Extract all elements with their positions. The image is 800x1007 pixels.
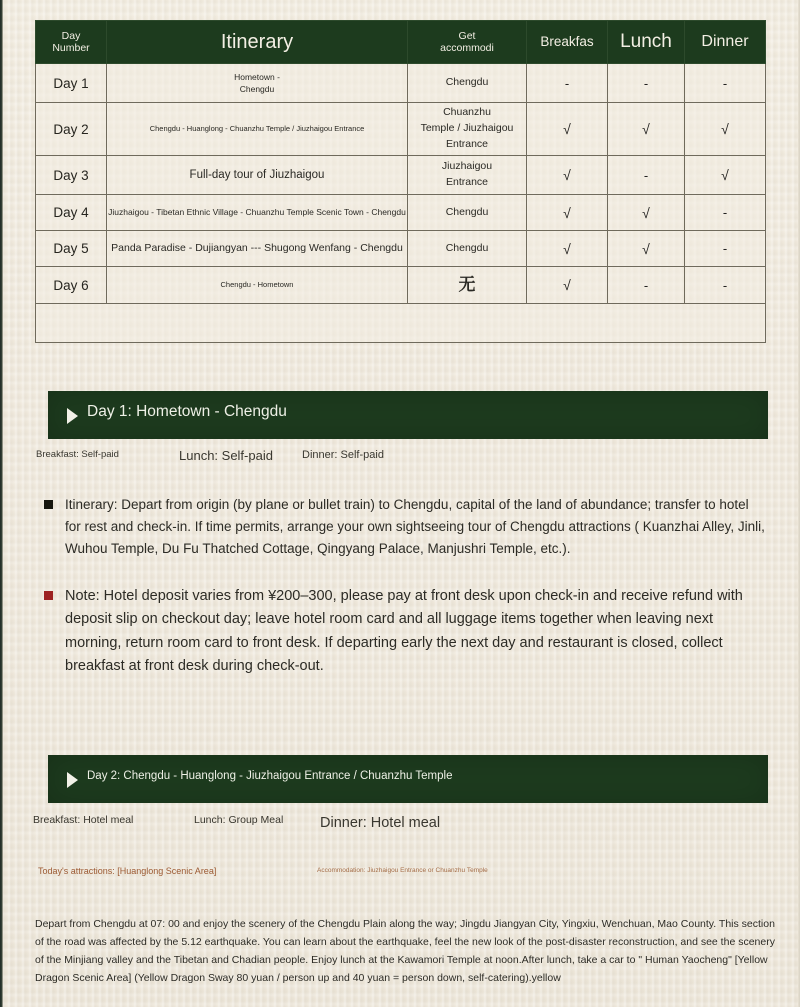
accommodation-line3: Entrance	[445, 137, 489, 150]
itinerary-line2: Chengdu	[239, 84, 275, 94]
cell-day: Day 6	[36, 267, 107, 304]
accommodation-line1: Chengdu	[445, 76, 489, 89]
table-row	[36, 103, 766, 156]
day1-itinerary-text: Itinerary: Depart from origin (by plane or bullet train) to Chengdu, capital of the land of abundance; transfer to hotel for rest and check-in. If time permits, arrange your own sightseeing tour of Chengdu attractions ( Kuanzhai Alley, Jinli, Wuhou Temple, Du Fu Thatched Cottage, Qingyang Palace, Manjushri Temple, etc.).	[65, 497, 765, 556]
cell-itinerary	[107, 64, 408, 103]
day2-attractions-label: Today's attractions: [Huanglong Scenic Area]	[38, 866, 217, 876]
table-header-row	[36, 21, 766, 64]
accommodation-label-line2: accommodi	[440, 42, 494, 54]
day2-lunch-label: Lunch: Group Meal	[194, 814, 284, 826]
itinerary-line1: Jiuzhaigou - Tibetan Ethnic Village - Chuanzhu Temple Scenic Town - Chengdu	[108, 207, 406, 218]
cell-accommodation	[408, 195, 527, 231]
cell-itinerary	[107, 267, 408, 304]
column-header-breakfast: Breakfas	[527, 21, 608, 64]
cell-dinner: -	[685, 267, 766, 304]
cell-lunch: √	[608, 195, 685, 231]
cell-dinner: √	[685, 103, 766, 156]
cell-itinerary	[107, 156, 408, 195]
column-header-itinerary: Itinerary	[107, 21, 408, 64]
day-number-label-line2: Number	[52, 42, 90, 54]
day1-breakfast-label: Breakfast: Self-paid	[36, 449, 119, 460]
cell-accommodation	[408, 267, 527, 304]
itinerary-line1: Chengdu - Hometown	[220, 279, 294, 289]
accommodation-line1: Chengdu	[445, 205, 489, 218]
triangle-right-icon	[67, 772, 78, 788]
day2-breakfast-label: Breakfast: Hotel meal	[33, 814, 134, 826]
itinerary-line1: Chengdu - Huanglong - Chuanzhu Temple / Jiuzhaigou Entrance	[149, 123, 365, 133]
cell-day: Day 2	[36, 103, 107, 156]
cell-itinerary	[107, 231, 408, 267]
accommodation-line1: Jiuzhaigou	[441, 160, 493, 173]
day2-accommodation-label: Accommodation: Jiuzhaigou Entrance or Chuanzhu Temple	[317, 867, 488, 874]
cell-lunch: √	[608, 231, 685, 267]
column-header-dinner: Dinner	[685, 21, 766, 64]
day-number-label-line1: Day	[61, 29, 81, 42]
table-row	[36, 267, 766, 304]
cell-itinerary	[107, 195, 408, 231]
cell-breakfast: √	[527, 103, 608, 156]
cell-day: Day 3	[36, 156, 107, 195]
cell-lunch: -	[608, 267, 685, 304]
day2-description-text: Depart from Chengdu at 07: 00 and enjoy the scenery of the Chengdu Plain along the way; Jingdu Jiangyan City, Yingxiu, Wenchuan, Mao County. This section of the road was affected by the 5.12 earthquake. You can learn about the earthquake, feel the new look of the post-disaster reconstruction, and see the scenery of the Minjiang valley and the Tibetan and Chadian people. Enjoy lunch at the Kawamori Temple at noon.After lunch, take a car to " Human Yaocheng" [Yellow Dragon Scenic Area] (Yellow Dragon Sway 80 yuan / person up and 40 yuan = person down, self-catering).yellow	[35, 918, 775, 985]
cell-breakfast: √	[527, 195, 608, 231]
column-header-accommodation	[408, 21, 527, 64]
cell-day: Day 4	[36, 195, 107, 231]
cell-dinner: -	[685, 64, 766, 103]
day2-section-header[interactable]	[48, 755, 768, 803]
itinerary-line1: Panda Paradise - Dujiangyan --- Shugong Wenfang - Chengdu	[111, 241, 403, 254]
square-bullet-red-icon	[44, 591, 53, 600]
column-header-day-number	[36, 21, 107, 64]
day1-note-text: Note: Hotel deposit varies from ¥200–300, please pay at front desk upon check-in and receive refund with deposit slip on checkout day; leave hotel room card and all luggage items together when leaving next morning, return room card to front desk. If departing early the next day and restaurant is closed, collect breakfast at front desk during check-out.	[65, 588, 743, 675]
cell-itinerary	[107, 103, 408, 156]
day1-section-header[interactable]	[48, 391, 768, 439]
itinerary-line1: Hometown -	[234, 71, 280, 82]
day1-dinner-label: Dinner: Self-paid	[302, 449, 384, 461]
day2-dinner-label: Dinner: Hotel meal	[320, 815, 441, 831]
day1-note-paragraph	[44, 585, 768, 679]
square-bullet-icon	[44, 500, 53, 509]
table-row	[36, 64, 766, 103]
cell-dinner: -	[685, 231, 766, 267]
cell-accommodation	[408, 231, 527, 267]
accommodation-line1: Chengdu	[445, 241, 489, 254]
accommodation-line1: 无	[458, 275, 476, 295]
accommodation-line2: Entrance	[445, 176, 489, 188]
day2-title: Day 2: Chengdu - Huanglong - Jiuzhaigou Entrance / Chuanzhu Temple	[87, 770, 453, 782]
cell-lunch: -	[608, 64, 685, 103]
cell-empty	[36, 304, 766, 343]
cell-dinner: √	[685, 156, 766, 195]
accommodation-label-line1: Get	[458, 29, 476, 42]
accommodation-line1: Chuanzhu	[443, 106, 491, 119]
itinerary-line1: Full-day tour of Jiuzhaigou	[189, 168, 325, 181]
cell-accommodation	[408, 156, 527, 195]
cell-breakfast: √	[527, 156, 608, 195]
accommodation-line2: Temple / Jiuzhaigou	[420, 122, 514, 135]
table-row	[36, 195, 766, 231]
triangle-right-icon	[67, 408, 78, 424]
table-row	[36, 231, 766, 267]
cell-day: Day 1	[36, 64, 107, 103]
day1-itinerary-paragraph	[44, 494, 766, 560]
cell-accommodation	[408, 64, 527, 103]
table-row-empty	[36, 304, 766, 343]
cell-breakfast: √	[527, 267, 608, 304]
cell-dinner: -	[685, 195, 766, 231]
day1-title: Day 1: Hometown - Chengdu	[87, 403, 287, 420]
table-row	[36, 156, 766, 195]
cell-day: Day 5	[36, 231, 107, 267]
cell-breakfast: √	[527, 231, 608, 267]
cell-lunch: √	[608, 103, 685, 156]
cell-breakfast: -	[527, 64, 608, 103]
column-header-lunch: Lunch	[608, 21, 685, 64]
page-left-edge	[0, 0, 3, 1007]
cell-lunch: -	[608, 156, 685, 195]
itinerary-summary-table	[35, 20, 766, 343]
cell-accommodation	[408, 103, 527, 156]
day1-lunch-label: Lunch: Self-paid	[179, 448, 273, 463]
